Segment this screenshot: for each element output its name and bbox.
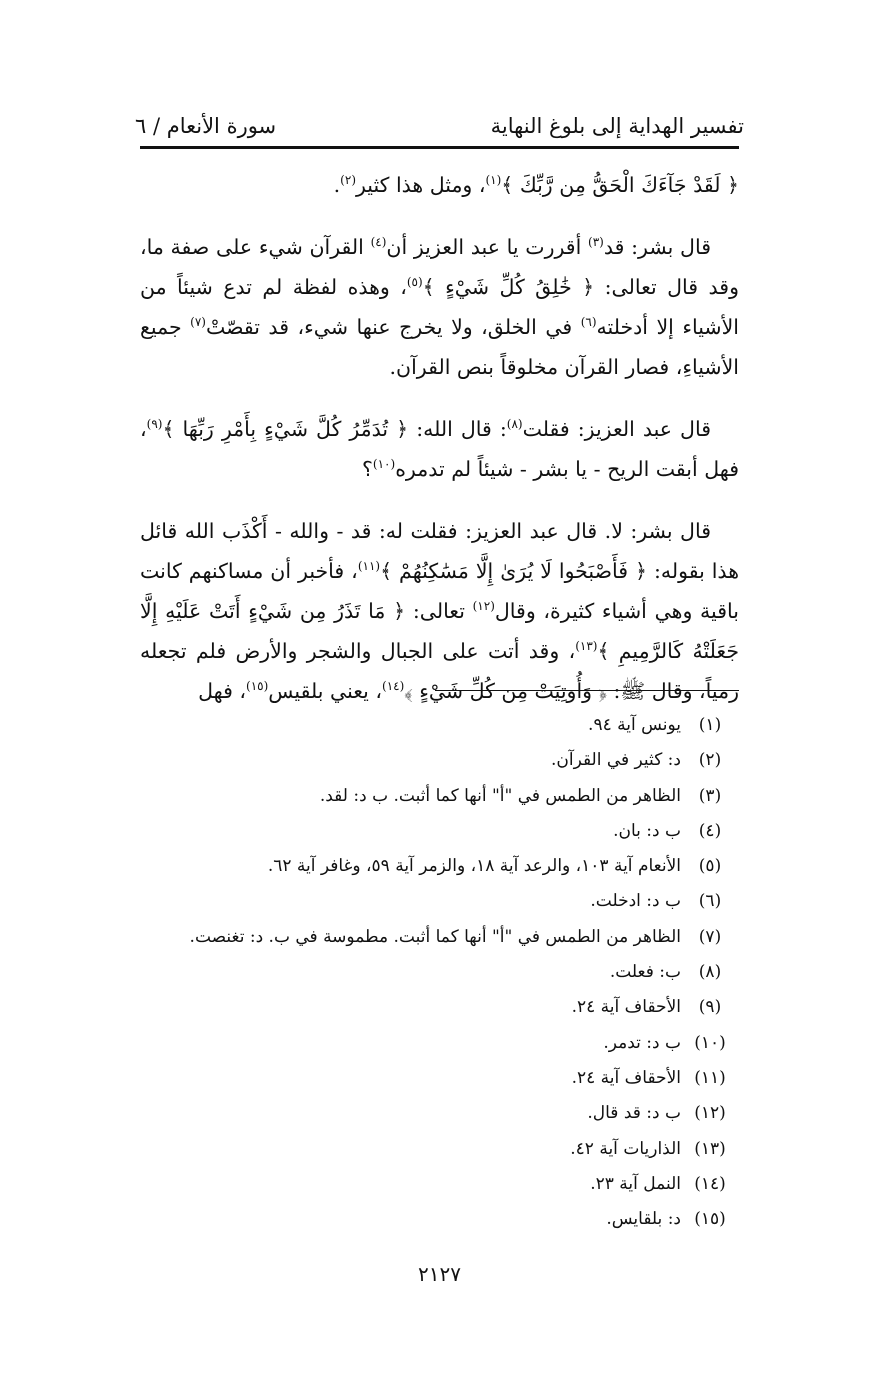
footnote-ref: (١) (485, 173, 502, 188)
text-run: جميع الأشياءِ، فصار القرآن مخلوقاً بنص القرآن. (140, 315, 739, 379)
running-header (135, 108, 744, 144)
quran-quote: ﴿ تُدَمِّرُ كُلَّ شَيْءٍ بِأَمْرِ رَبِّهَا ﴾ (162, 417, 409, 441)
footnote-ref: (٨) (506, 417, 523, 432)
paragraph-2 (140, 227, 739, 387)
footnote-item (140, 743, 739, 778)
footnote-text: النمل آية ٢٣. (590, 1173, 681, 1194)
text-run: . (333, 173, 341, 197)
footnote-item (140, 1061, 739, 1096)
text-run: قال عبد العزيز: فقلت (522, 417, 711, 441)
footnote-number: (١٣) (694, 1138, 726, 1159)
footnote-number: (١٥) (694, 1209, 726, 1230)
text-run: ، ومثل هذا كثير (356, 173, 486, 197)
text-run: ، وهذه لفظة لم تدع شيئاً من الأشياء إلا أدخلته (140, 275, 739, 339)
surah-label: سورة الأنعام / ٦ (135, 114, 277, 138)
footnote-text: د: بلقايس. (606, 1209, 681, 1230)
page-number: ٢١٢٧ (418, 1262, 461, 1286)
footnote-text: الظاهر من الطمس في "أ" أنها كما أثبت. مطموسة في ب. د: تغنصت. (189, 926, 681, 947)
footnote-number: (٨) (698, 962, 722, 983)
quran-quote: ﴿ وَأُوتِيَتْ مِن كُلِّ شَيْءٍ ﴾ (404, 679, 607, 703)
footnote-text: يونس آية ٩٤. (588, 715, 681, 735)
quran-quote: ﴿ مَا تَذَرُ مِن شَيْءٍ أَتَتْ عَلَيْهِ إِلَّا جَعَلَتْهُ كَالرَّمِيمِ ﴾ (140, 599, 739, 663)
footnote-number: (١٢) (694, 1103, 726, 1124)
footnote-text: ب: فعلت. (609, 962, 681, 983)
footnote-text: ب د: بان. (613, 820, 681, 841)
text-run: ، فهل (198, 679, 247, 703)
footnote-separator (435, 690, 739, 691)
footnote-item (140, 1202, 739, 1237)
footnote-number: (٣) (698, 785, 722, 806)
text-run: ، يعني بلقيس (268, 679, 382, 703)
footnote-text: الأنعام آية ١٠٣، والرعد آية ١٨، والزمر آية ٥٩، وغافر آية ٦٢. (267, 856, 681, 877)
text-run: أقررت يا عبد العزيز أن (386, 235, 589, 259)
footnote-text: الأحقاف آية ٢٤. (571, 1067, 681, 1088)
header-rule (140, 146, 739, 149)
footnote-ref: (٩) (146, 417, 163, 432)
footnote-ref: (١٠) (372, 457, 396, 472)
footnote-ref: (١٥) (246, 679, 269, 694)
footnote-text: د: كثير في القرآن. (550, 750, 681, 771)
footnote-text: الظاهر من الطمس في "أ" أنها كما أثبت. ب د: لقد. (319, 785, 681, 806)
footnote-item (140, 814, 739, 849)
paragraph-4 (140, 511, 739, 711)
footnote-ref: (١١) (357, 559, 381, 574)
text-run: قال بشر: قد (603, 235, 711, 259)
quran-quote: ﴿ فَأَصْبَحُوا لَا يُرَىٰ إِلَّا مَسَٰكِنُهُمْ ﴾ (380, 559, 648, 583)
footnote-ref: (٧) (190, 315, 206, 330)
footnote-item (140, 708, 739, 743)
footnote-item (140, 1096, 739, 1131)
footnote-text: ب د: قد قال. (587, 1103, 681, 1124)
quran-quote: ﴿ خَٰلِقُ كُلِّ شَيْءٍ ﴾ (422, 275, 595, 299)
footnote-ref: (٣) (588, 235, 604, 250)
footnote-item (140, 955, 739, 990)
footnote-number: (١٤) (694, 1173, 726, 1194)
text-run: القرآن شيء على صفة ما، وقد قال تعالى: (140, 235, 739, 299)
footnote-ref: (٥) (406, 275, 423, 290)
footnote-number: (٤) (698, 820, 722, 841)
footnote-item (140, 779, 739, 814)
footnote-number: (٧) (698, 926, 722, 947)
book-title: تفسير الهداية إلى بلوغ النهاية (490, 114, 744, 138)
footnote-text: الأحقاف آية ٢٤. (571, 997, 681, 1018)
paragraph-3 (140, 409, 739, 489)
footnote-text: الذاريات آية ٤٢. (570, 1138, 681, 1159)
footnote-item (140, 849, 739, 884)
footnote-item (140, 1167, 739, 1202)
text-run: : قال الله: (408, 417, 507, 441)
footnote-number: (٢) (698, 750, 722, 771)
footnote-ref: (٤) (370, 235, 387, 250)
main-text (140, 165, 739, 733)
footnote-item (140, 990, 739, 1025)
footnotes-list (140, 708, 739, 1237)
text-run: ؟ (362, 457, 373, 481)
footnote-text: ب د: تدمر. (603, 1032, 681, 1053)
footnote-ref: (١٤) (382, 679, 405, 694)
footnote-ref: (٦) (580, 315, 597, 330)
footnote-ref: (١٣) (575, 639, 598, 654)
footnote-number: (٥) (698, 856, 722, 877)
text-run: قال بشر: لا. قال عبد العزيز: فقلت له: قد - والله - أَكْذَب الله قائل هذا بقوله: (140, 519, 740, 583)
footnote-number: (١) (698, 715, 722, 735)
quran-quote: ﴿ لَقَدْ جَآءَكَ الْحَقُّ مِن رَّبِّكَ ﴾ (501, 173, 739, 197)
footnote-text: ب د: ادخلت. (590, 891, 681, 912)
footnote-item (140, 1026, 739, 1061)
footnote-number: (٦) (698, 891, 722, 912)
footnote-ref: (٢) (340, 173, 356, 188)
text-run: في الخلق، ولا يخرج عنها شيء، قد تقصّتْ (205, 315, 581, 339)
text-run: ، فأخبر أن مساكنهم كانت باقية وهي أشياء كثيرة، وقال (140, 559, 739, 623)
footnote-number: (٩) (698, 997, 722, 1018)
footnote-number: (١١) (694, 1067, 726, 1088)
footnote-item (140, 920, 739, 955)
text-run: ، وقد أتت على الجبال والشجر والأرض فلم تجعله رمياً، وقال ﷺ: (140, 639, 739, 703)
footnote-item (140, 1132, 739, 1167)
paragraph-1 (140, 165, 739, 205)
text-run: تعالى: (405, 599, 473, 623)
footnote-item (140, 884, 739, 919)
footnote-number: (١٠) (694, 1032, 726, 1053)
text-run: ، فهل أبقت الريح - يا بشر - شيئاً لم تدمره (140, 417, 739, 481)
footnote-ref: (١٢) (472, 599, 495, 614)
